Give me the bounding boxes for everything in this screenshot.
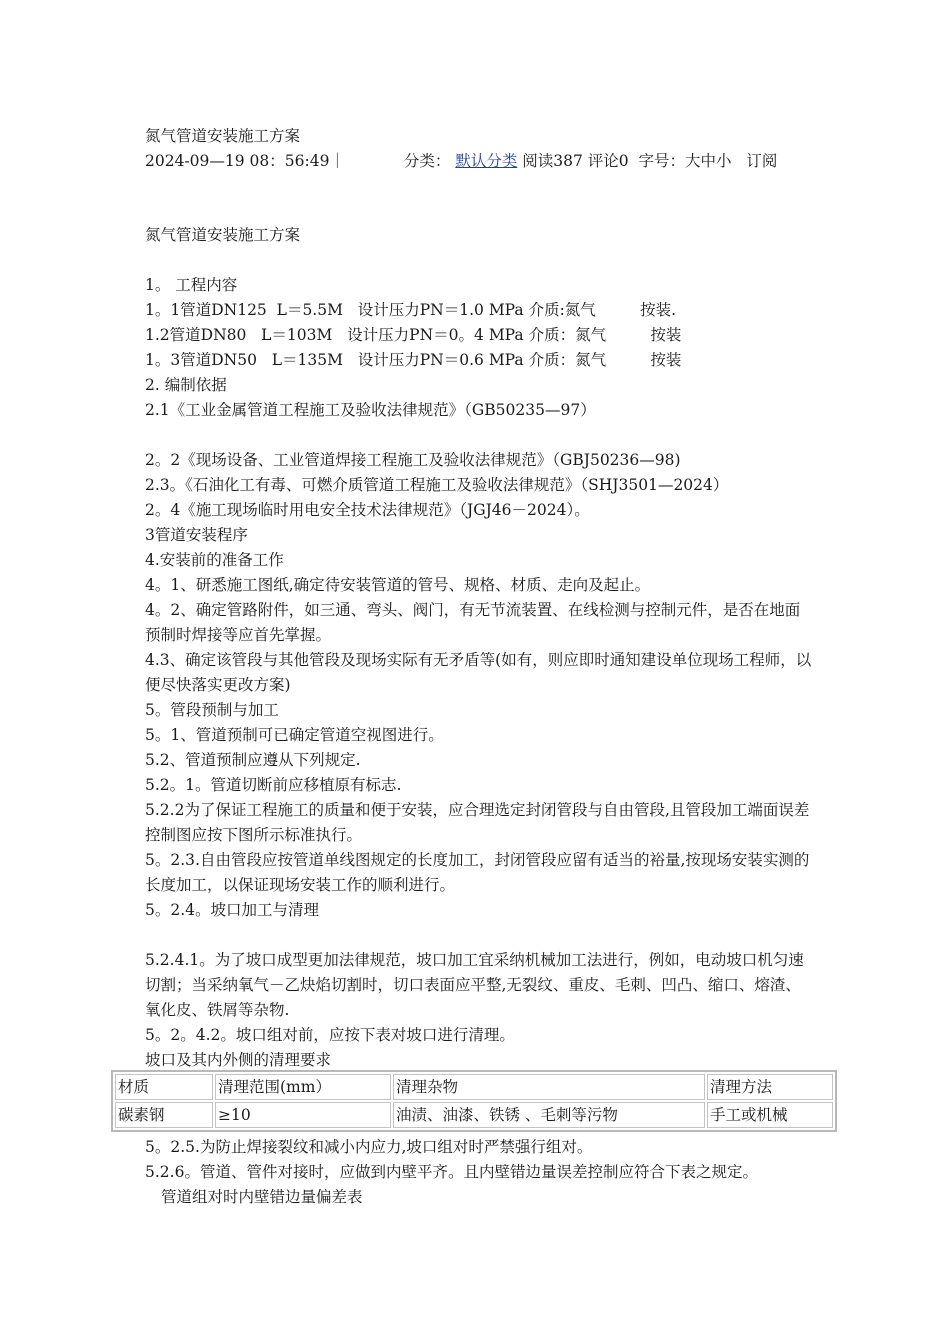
section-5-2-5: 5。2.5.为防止焊接裂纹和减小内应力,坡口组对时严禁强行组对。 xyxy=(145,1138,593,1156)
section-5-2-4-1: 5.2.4.1。为了坡口成型更加法律规范，坡口加工宜采纳机械加工法进行，例如，电动坡口机匀速切割；当采纳氧气－乙炔焰切割时，切口表面应平整,无裂纹、重皮、毛刺、凹凸、缩口、熔渣、氧化皮、铁屑等杂物. xyxy=(145,951,804,1019)
document-body xyxy=(145,124,815,1073)
section-2-1: 2.1《工业金属管道工程施工及验收法律规范》（GB50235—97） xyxy=(145,401,596,419)
table-header-cell: 材质 xyxy=(115,1074,213,1100)
section-2-3: 2.3。《石油化工有毒、可燃介质管道工程施工及验收法律规范》（SHJ3501—2024） xyxy=(145,476,729,494)
font-size-label: 字号：大中小 xyxy=(638,152,732,170)
section-4-3: 4.3、确定该管段与其他管段及现场实际有无矛盾等(如有，则应即时通知建设单位现场工程师，以便尽快落实更改方案) xyxy=(145,651,812,694)
table-cell: ≥10 xyxy=(215,1102,391,1128)
section-5-2-3: 5。2.3.自由管段应按管道单线图规定的长度加工，封闭管段应留有适当的裕量,按现场安装实测的长度加工，以保证现场安装工作的顺利进行。 xyxy=(145,851,810,894)
section-2-2: 2。2《现场设备、工业管道焊接工程施工及验收法律规范》（GBJ50236—98) xyxy=(145,451,681,469)
page-title: 氮气管道安装施工方案 xyxy=(145,127,301,145)
doc-title: 氮气管道安装施工方案 xyxy=(145,226,301,244)
meta-line xyxy=(145,149,815,174)
section-5-2-2: 5.2.2为了保证工程施工的质量和便于安装，应合理选定封闭管段与自由管段,且管段加工端面误差控制图应按下图所示标准执行。 xyxy=(145,801,810,844)
section-1-2: 1.2管道DN80 L＝103M 设计压力PN＝0。4 MPa 介质：氮气 按装 xyxy=(145,326,682,344)
section-5-1: 5。1、管道预制可已确定管道空视图进行。 xyxy=(145,726,444,744)
section-5-2: 5.2、管道预制应遵从下列规定. xyxy=(145,751,361,769)
section-5-2-6: 5.2.6。管道、管件对接时，应做到内壁平齐。且内壁错边量误差控制应符合下表之规定。 xyxy=(145,1163,758,1181)
section-4-1: 4。1、研悉施工图纸,确定待安装管道的管号、规格、材质、走向及起止。 xyxy=(145,576,651,594)
cleaning-table xyxy=(111,1070,837,1132)
table2-title: 管道组对时内壁错边量偏差表 xyxy=(161,1188,363,1206)
section-2: 2. 编制依据 xyxy=(145,376,227,394)
section-1-3: 1。3管道DN50 L＝135M 设计压力PN＝0.6 MPa 介质：氮气 按装 xyxy=(145,351,682,369)
section-5-2-4: 5。2.4。坡口加工与清理 xyxy=(145,901,320,919)
post-stats: 阅读387 评论0 xyxy=(522,152,629,170)
table-header-row xyxy=(115,1074,833,1100)
section-5: 5。管段预制与加工 xyxy=(145,701,279,719)
table-cell: 油渍、油漆、铁锈 、毛刺等污物 xyxy=(393,1102,705,1128)
table-header-cell: 清理范围(mm） xyxy=(215,1074,391,1100)
section-3: 3管道安装程序 xyxy=(145,526,248,544)
table-title: 坡口及其内外侧的清理要求 xyxy=(145,1051,332,1069)
document-continuation xyxy=(145,1135,815,1210)
table-cell: 手工或机械 xyxy=(707,1102,833,1128)
category-label: 分类： xyxy=(403,152,451,170)
table-cell: 碳素钢 xyxy=(115,1102,213,1128)
section-1: 1。 工程内容 xyxy=(145,276,238,294)
post-date: 2024-09—19 08：56:49｜ xyxy=(145,152,345,170)
section-5-2-4-2: 5。2。4.2。坡口组对前，应按下表对坡口进行清理。 xyxy=(145,1026,515,1044)
table-row xyxy=(115,1102,833,1128)
section-4: 4.安装前的准备工作 xyxy=(145,551,284,569)
table-header-cell: 清理杂物 xyxy=(393,1074,705,1100)
section-1-1: 1。1管道DN125 L＝5.5M 设计压力PN＝1.0 MPa 介质:氮气 按装. xyxy=(145,301,677,319)
table-header-cell: 清理方法 xyxy=(707,1074,833,1100)
section-4-2: 4。2、确定管路附件，如三通、弯头、阀门，有无节流装置、在线检测与控制元件，是否在地面预制时焊接等应首先掌握。 xyxy=(145,601,801,644)
category-link[interactable]: 默认分类 xyxy=(455,152,518,170)
subscribe-link[interactable]: 订阅 xyxy=(746,152,778,170)
section-5-2-1: 5.2。1。管道切断前应移植原有标志. xyxy=(145,776,402,794)
section-2-4: 2。4《施工现场临时用电安全技术法律规范》（JGJ46－2024）。 xyxy=(145,501,590,519)
